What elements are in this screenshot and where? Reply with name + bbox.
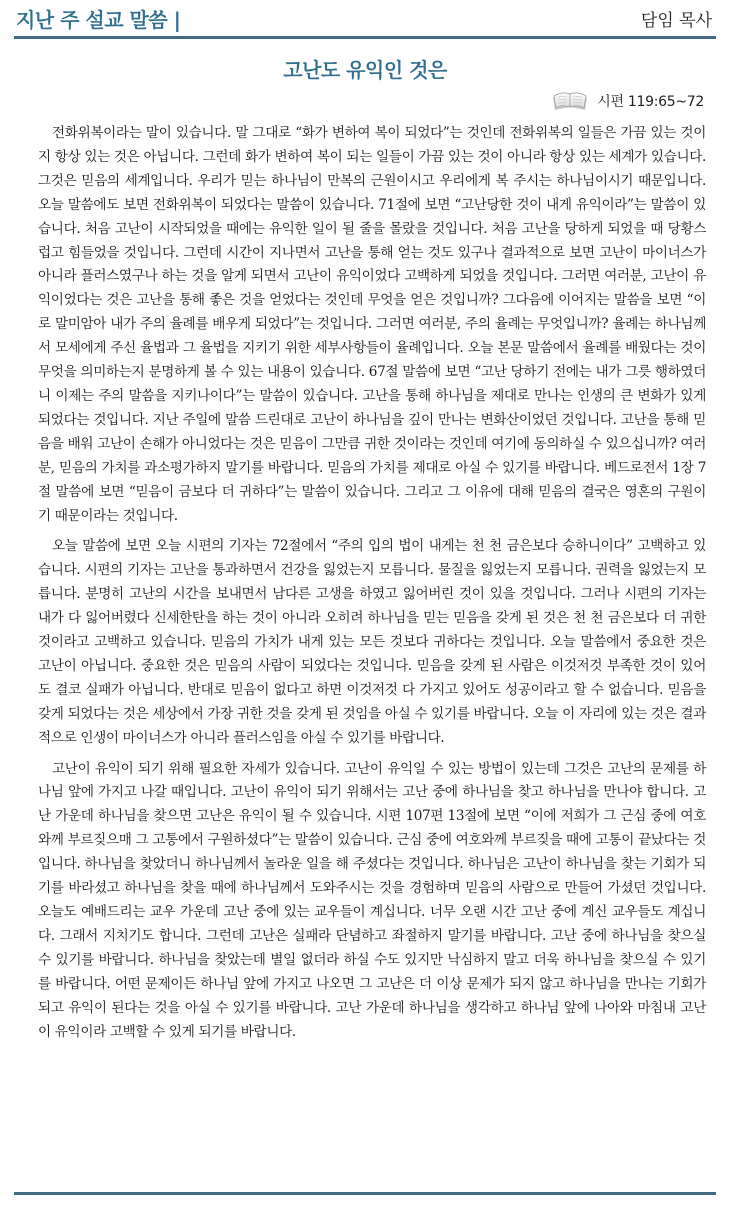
sermon-title: 고난도 유익인 것은: [283, 58, 447, 82]
footer-divider: [14, 1192, 716, 1195]
pastor-label: 담임 목사: [640, 10, 712, 31]
sermon-paragraph: 고난이 유익이 되기 위해 필요한 자세가 있습니다. 고난이 유익일 수 있는 방법이 있는데 그것은 고난의 문제를 하나님 앞에 가지고 나갈 때입니다. 고난이 유익이 되기 위해서는 고난 중에 하나님을 찾고 하나님을 만나야 합니다. 고난 가운데 하나님을 찾으면 고난은 유익이 될 수 있습니다. 시편 107편 13절에 보면 “이에 저희가 그 근심 중에 여호와께 부르짖으매 그 고통에서 구원하셨다”는 말씀이 있습니다. 근심 중에 여호와께 부르짖을 때에 고통이 끝났다는 것입니다. 하나님을 찾았더니 하나님께서 놀라운 일을 해 주셨다는 것입니다. 하나님은 고난이 하나님을 찾는 기회가 되기를 바라셨고 하나님을 찾을 때에 하나님께서 도와주시는 것을 경험하며 믿음의 사람으로 만들어 가셨던 것입니다. 오늘도 예배드리는 교우 가운데 고난 중에 있는 교우들이 계십니다. 너무 오랜 시간 고난 중에 계신 교우들도 계십니다. 그래서 지치기도 합니다. 그런데 고난은 실패라 단념하고 좌절하지 말기를 바랍니다. 고난 중에 하나님을 찾으실 수 있기를 바랍니다. 하나님을 찾았는데 별일 없더라 하실 수도 있지만 낙심하지 말고 더욱 하나님을 찾으실 수 있기를 바랍니다. 어떤 문제이든 하나님 앞에 가지고 나오면 그 고난은 더 이상 문제가 되지 않고 하나님을 만나는 기회가 되고 유익이 된다는 것을 아실 수 있기를 바랍니다. 고난 가운데 하나님을 생각하고 하나님 앞에 나아와 마침내 고난이 유익이라 고백할 수 있게 되기를 바랍니다.: [38, 760, 706, 1040]
section-title: 지난 주 설교 말씀 |: [16, 7, 181, 32]
scripture-text: 시편 119:65~72: [597, 94, 704, 110]
sermon-body: [38, 122, 706, 1051]
sermon-paragraph: 오늘 말씀에 보면 오늘 시편의 기자는 72절에서 “주의 입의 법이 내게는 천 천 금은보다 승하니이다” 고백하고 있습니다. 시편의 기자는 고난을 통과하면서 건강을 잃었는지 모릅니다. 물질을 잃었는지 모릅니다. 권력을 잃었는지 모릅니다. 분명히 고난의 시간을 보내면서 남다른 고생을 하였고 잃어버린 것이 있을 것입니다. 그러나 시편의 기자는 내가 다 잃어버렸다 신세한탄을 하는 것이 아니라 오히려 하나님을 믿는 믿음을 갖게 된 것은 천 천 금은보다 더 귀한 것이라고 고백하고 있습니다. 믿음의 가치가 내게 있는 모든 것보다 귀하다는 것입니다. 오늘 말씀에서 중요한 것은 고난이 아닙니다. 중요한 것은 믿음의 사람이 되었다는 것입니다. 믿음을 갖게 된 사람은 이것저것 부족한 것이 있어도 결코 실패가 아닙니다. 반대로 믿음이 없다고 하면 이것저것 다 가지고 있어도 성공이라고 할 수 없습니다. 믿음을 갖게 되었다는 것은 세상에서 가장 귀한 것을 갖게 된 것임을 아실 수 있기를 바랍니다. 오늘 이 자리에 있는 것은 결과적으로 인생이 마이너스가 아니라 플러스임을 아실 수 있기를 바랍니다.: [38, 538, 706, 746]
page-header: [14, 0, 716, 39]
sermon-paragraph: 전화위복이라는 말이 있습니다. 말 그대로 “화가 변하여 복이 되었다”는 것인데 전화위복의 일들은 가끔 있는 것이지 항상 있는 것은 아닙니다. 그런데 화가 변하여 복이 되는 일들이 가끔 있는 것이 아니라 항상 있는 세계가 있습니다. 그것은 믿음의 세계입니다. 우리가 믿는 하나님이 만복의 근원이시고 우리에게 복 주시는 하나님이시기 때문입니다. 오늘 말씀에도 보면 전화위복이 되었다는 말씀이 있습니다. 71절에 보면 “고난당한 것이 내게 유익이라”는 말씀이 있습니다. 처음 고난이 시작되었을 때에는 유익한 일이 될 줄을 몰랐을 것입니다. 처음 고난을 당하게 되었을 때 당황스럽고 힘들었을 것입니다. 그런데 시간이 지나면서 고난을 통해 얻는 것도 있구나 결과적으로 보면 고난이 마이너스가 아니라 플러스였구나 하는 것을 알게 되면서 고난이 유익이었다 고백하게 되었을 것입니다. 그러면 여러분, 고난이 유익이었다는 것은 고난을 통해 좋은 것을 얻었다는 것인데 무엇을 얻은 것입니까? 그다음에 이어지는 말씀을 보면 “이로 말미암아 내가 주의 율례를 배우게 되었다”는 것입니다. 그러면 여러분, 주의 율례는 무엇입니까? 율례는 하나님께서 모세에게 주신 율법과 그 율법을 지키기 위한 세부사항들이 율례입니다. 오늘 본문 말씀에서 율례를 배웠다는 것이 무엇을 의미하는지 분명하게 볼 수 있는 내용이 있습니다. 67절 말씀에 보면 “고난 당하기 전에는 내가 그릇 행하였더니 이제는 주의 말씀을 지키나이다”는 말씀이 있습니다. 고난을 통해 하나님을 제대로 만나는 인생의 큰 변화가 있게 되었다는 것입니다. 지난 주일에 말씀 드린대로 고난이 하나님을 깊이 만나는 변화산이었던 것입니다. 고난을 통해 믿음을 배워 고난이 손해가 아니었다는 것은 믿음이 그만큼 귀한 것이라는 것인데 여기에 동의하실 수 있으십니까? 여러분, 믿음의 가치를 과소평가하지 말기를 바랍니다. 믿음의 가치를 제대로 아실 수 있기를 바랍니다. 베드로전서 1장 7절 말씀에 보면 “믿음이 금보다 더 귀하다”는 말씀이 있습니다. 그리고 그 이유에 대해 믿음의 결국은 영혼의 구원이기 때문이라는 것입니다.: [38, 125, 706, 524]
open-book-icon: [551, 88, 589, 114]
scripture-reference: [551, 88, 704, 114]
